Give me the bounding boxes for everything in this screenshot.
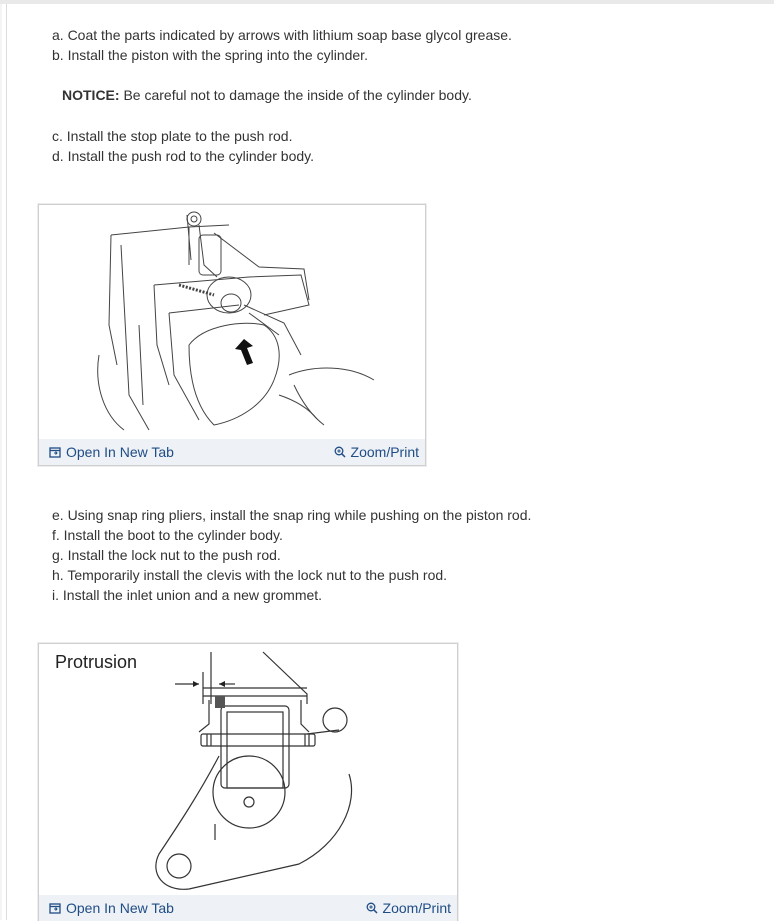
protrusion-label: Protrusion bbox=[55, 652, 138, 672]
figure-2-open-new-tab[interactable] bbox=[49, 900, 174, 916]
step-i: i. Install the inlet union and a new grommet. bbox=[52, 587, 323, 603]
figure-1-caption-bar bbox=[39, 439, 425, 465]
push-rod-illustration bbox=[39, 205, 425, 439]
step-d: d. Install the push rod to the cylinder body. bbox=[52, 148, 315, 164]
step-g: g. Install the lock nut to the push rod. bbox=[52, 547, 281, 563]
top-border bbox=[0, 0, 774, 4]
figure-1-zoom-print[interactable] bbox=[334, 444, 419, 460]
notice-label: NOTICE: bbox=[62, 87, 120, 103]
zoom-icon bbox=[366, 902, 378, 914]
open-new-tab-icon bbox=[49, 446, 61, 458]
figure-2-caption-bar bbox=[39, 895, 457, 921]
figure-install-piston bbox=[38, 204, 426, 466]
zoom-icon bbox=[334, 446, 346, 458]
step-c: c. Install the stop plate to the push rod. bbox=[52, 128, 293, 144]
step-b: b. Install the piston with the spring into the cylinder. bbox=[52, 47, 368, 63]
notice bbox=[62, 86, 472, 104]
figure-1-zoom-label: Zoom/Print bbox=[350, 444, 419, 460]
step-h: h. Temporarily install the clevis with the lock nut to the push rod. bbox=[52, 567, 448, 583]
step-a: a. Coat the parts indicated by arrows with lithium soap base glycol grease. bbox=[52, 27, 512, 43]
figure-2-zoom-label: Zoom/Print bbox=[382, 900, 451, 916]
figure-protrusion bbox=[38, 643, 458, 921]
step-e: e. Using snap ring pliers, install the snap ring while pushing on the piston rod. bbox=[52, 507, 532, 523]
open-new-tab-icon bbox=[49, 902, 61, 914]
figure-1-open-label: Open In New Tab bbox=[66, 444, 174, 460]
left-edge bbox=[0, 0, 2, 920]
step-f: f. Install the boot to the cylinder body. bbox=[52, 527, 283, 543]
figure-2-zoom-print[interactable] bbox=[366, 900, 451, 916]
left-border bbox=[6, 0, 7, 920]
protrusion-illustration bbox=[39, 644, 457, 894]
notice-text: Be careful not to damage the inside of the cylinder body. bbox=[119, 87, 472, 103]
figure-2-open-label: Open In New Tab bbox=[66, 900, 174, 916]
figure-1-open-new-tab[interactable] bbox=[49, 444, 174, 460]
